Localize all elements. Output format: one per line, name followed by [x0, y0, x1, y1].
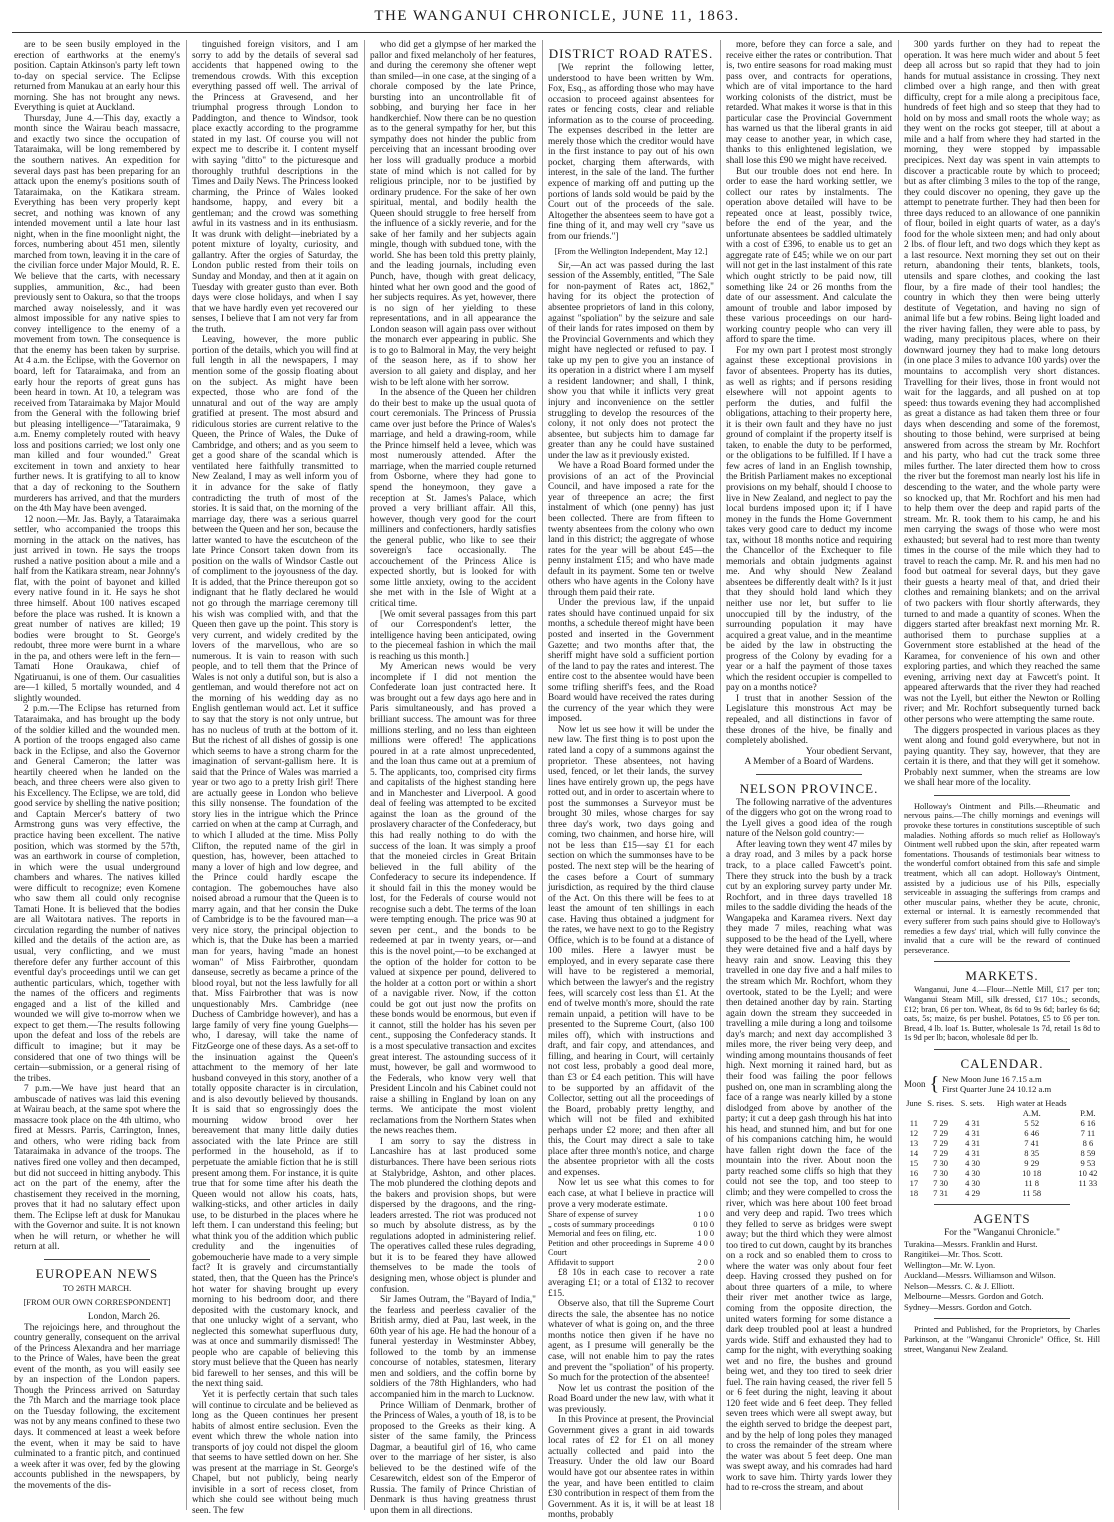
paragraph: £8 10s in each case to recover a rate averaging £1; or a total of £132 to recover £15.: [548, 1267, 714, 1299]
cost-estimate-label: Share of expense of survey: [548, 1210, 638, 1220]
tide-cell: 8 35: [1024, 1147, 1040, 1158]
paragraph: Sir,—An act was passed during the last session of the Assembly, entitled, "The Sale for non-payment of Rates act, 1862," having for its object the protection of absentee proprietors of land in this colony, against "spoliation" by the seizure and sale of their lands for rates imposed on them by the Provincial Governments and which they might have neglected or refused to pay. I take up my pen to give you an instance of its operation in a district where I am myself a resident landowner; and shall, I think, show you that while it inflicts very great injury and inconvenience on the settler struggling to develop the resources of the colony, it not only does not protect the absentee, but subjects him to damage far greater than any he could have sustained under the law as it previously existed.: [548, 260, 714, 461]
tide-row: [904, 1188, 1100, 1198]
column-3: [370, 40, 536, 1517]
tide-cell: 10 18: [1022, 1167, 1042, 1178]
masthead-rule: [12, 32, 1102, 33]
column-divider: [542, 40, 543, 1510]
section-rule: [756, 774, 862, 775]
tide-cell: 6 46: [1024, 1127, 1040, 1138]
source-note: [From the Wellington Independent, May 12.]: [554, 246, 708, 257]
paragraph: Leaving, however, the more public portion of the details, which you will find at full length in all the newspapers, I may mention some of the gossip floating about on the subject. As might have been expected, those who are fond of the unnatural and out of the way are amply gratified at present. The most absurd and ridiculous stories are current relative to the Queen, the Prince of Wales, the Duke of Cambridge, and others; and as you seem to get a good share of the scandal which is ventilated here faithfully transmitted to New Zealand, I may as well inform you of it in advance for the sake of flatly contradicting the truth of most of the stories. It is said that, on the morning of the marriage day, there was a serious quarrel between the Queen and her son, because the latter wanted to have the escutcheon of the late Prince Consort taken down from its position on the walls of Windsor Castle out of compliment to the joyousness of the day. It is added, that the Prince thereupon got so indignant that he flatly declared he would not go through the marriage ceremony till his wish was complied with, and that the Queen then gave up the point. This story is very current, and widely credited by the lovers of the marvellous, who are so numerous. It is vain to reason with such people, and to tell them that the Prince of Wales is not only a dutiful son, but is also a gentleman, and would therefore not act on the morning of his wedding day as no English gentleman would act. Let it suffice to say that the story is not only untrue, but has no nucleus of truth at the bottom of it. But the richest of all dishes of gossip is one which seems to have a strong charm for the imagination of servant-gallism here. It is said that the Prince of Wales was married a year or two ago to a pretty Irish girl! There are actually geese in London who believe this silly nonsense. The foundation of the story lies in the intrigue which the Prince carried on when at the camp at Curragh, and to which I alluded at the time. Miss Polly Clifton, the reputed name of the girl in question, has, however, been attached to many a lover of high and low degree, and the Prince could hardly escape the contagion. The gobemouches have also noised abroad a rumour that the Queen is to marry again, and that her consin the Duke of Cambridge is to be the favoured man—a very nice story, the principal objection to which is, that the Duke has been a married man for years, having "made an honest woman" of Miss Fairbrother, quondam danseuse, secretly as became a prince of the blood royal, but not the less lawfully for all that. Miss Fairbrother that was is now unquestionably Mrs. Cambridge (nee Duchess of Cambridge however), and has a large family of very fine young Guelphs—who, I daresay, will take the name of FitzGeorge one of these days. As a set-off to the insinuation against the Queen's attachment to the memory of her late husband conveyed in this story, another of a totally opposite character is in circulation, and is also devoutly believed by thousands. It is said that so engrossingly does the mourning widow brood over her bereavement that many little daily duties associated with the late Prince are still performed in the household, as if to perpetuate the amiable fiction that he is still present among them. For instance, it is quite true that for some time after his death the Queen would not allow his coats, hats, walking-sticks, and other articles in daily use, to be disturbed in the places where he left them. I can understand this feeling; but what think you of the addition which public credulity and the ingenuities of gobemoucherie have made to a very simple fact? It is gravely and circumstantially stated, then, that the Queen has the Prince's hot water for shaving brought up every morning to his bedroom door, and there deposited with the customary knock, and that one unlucky wight of a servant, who neglected this somewhat superfluous duty, was at once and summarily dismissed! The people who are capable of believing this story must believe that the Queen has nearly bid farewell to her senses, and this will be the next thing said.: [192, 335, 358, 1390]
tide-cell: 4 30: [965, 1167, 981, 1178]
tide-row: [904, 1178, 1100, 1188]
signature-name: A Member of a Board of Wardens.: [744, 757, 874, 768]
tide-column-header: S. rises.: [927, 1097, 954, 1108]
paragraph: But our trouble does not end here. In order to ease the hard working settler, we collect our rates by instalments. The operation above detailed will have to be repeated once at least, possibly twice, before the end of the year, and the unfortunate absentees be saddled ultimately with a cost of £396, to enable us to get an aggregate rate of £45; while we on our part will not get in the last instalment of this rate which ought strictly to be paid now, till something like 24 or 26 months from the date of our assessment. And calculate the amount of trouble and labor imposed by these various proceedings on our hard-working country people who can very ill afford to spare the time.: [726, 166, 892, 346]
tide-cell: 4 29: [965, 1187, 981, 1198]
tide-cell: 13: [909, 1137, 919, 1148]
masthead: [0, 8, 1114, 30]
tide-cell: 4 30: [965, 1157, 981, 1168]
markets-heading: MARKETS.: [965, 968, 1039, 984]
tide-cell: 10 42: [1078, 1167, 1098, 1178]
paragraph: The rejoicings here, and throughout the country generally, consequent on the arrival of the Princess Alexandra and her marriage to the Prince of Wales, have been the great event of the month, as you will easily see by an inspection of the London papers. Though the Princess arrived on Saturday the 7th March and the marriage took place on the Tuesday following, the excitement was not by any means confined to these two days. It commenced at least a week before the event, when it may be said to have culminated to a frantic pitch, and continued a week after it was over, fed by the glowing accounts published in the newspapers, by the movements of the dis-: [14, 1322, 180, 1491]
paragraph: I trust that in another Session of the Legislature this monstrous Act may be repealed, and all distinctions in favor of these drones of the hive, be finally and completely abolished.: [726, 693, 892, 747]
paragraph: [We omit several passages from this part of our Correspondent's letter, the intelligence having been anticipated, owing to the piecemeal fashion in which the mail is reaching us this month.]: [370, 609, 536, 662]
tide-cell: 7 29: [933, 1117, 949, 1128]
agent-entry: Turakina—Messrs. Franklin and Hurst.: [904, 1238, 1038, 1249]
section-heading: EUROPEAN NEWS: [35, 1265, 159, 1281]
section-heading: NELSON PROVINCE.: [739, 780, 879, 796]
tide-cell: 5 52: [1024, 1117, 1040, 1128]
tide-cell: 4 31: [965, 1147, 981, 1158]
cost-estimate-amount: 1 0 0: [697, 1210, 714, 1220]
paragraph: tinguished foreign visitors, and I am sorry to add by the details of several sad accidents that happened owing to the tremendous crowds. With this exception everything passed off well. The arrival of the Princess at Gravesend, and her triumphal progress through London to Paddington, and thence to Windsor, took place exactly according to the programme stated in my last. Of course you will not expect me to describe it. I content myself with saying "ditto" to the picturesque and thoroughly truthful descriptions in the Times and Daily News. The Princess looked charming, the Prince of Wales looked handsome, happy, and every bit a gentleman; and the crowd was something awful in its vastness and in its enthusiasm. It was drunk with delight—inebriated by a potent mixture of loyalty, curiosity, and gallantry. After the orgies of Saturday, the London public rested from their toils on Sunday and Monday, and then at it again on Tuesday with greater gusto than ever. Both days were close holidays, and when I say that we have hardly even yet recovered our senses, I believe that I am not very far from the truth.: [192, 40, 358, 335]
agent-entry: Rangitikei—Mr. Thos. Scott.: [904, 1249, 1003, 1260]
moon-phase-list: [942, 1074, 1051, 1095]
paragraph: Yet it is perfectly certain that such tales will continue to circulate and be believed as long as the Queen continues her present habits of almost entire seclusion. Even the event which threw the whole nation into transports of joy could not dispel the gloom that seems to have settled down on her. She was present at the marriage in St. George's Chapel, but not publicly, being nearly invisible in a sort of recess closet, from which she could see without being much seen. The few: [192, 1390, 358, 1517]
column-6: [904, 40, 1100, 1510]
tide-cell: 8 6: [1082, 1137, 1094, 1148]
tide-table-header: [904, 1098, 1100, 1108]
tide-table: [904, 1098, 1100, 1198]
column-2: [192, 40, 358, 1517]
cost-estimate-label: Affidavit to support: [548, 1258, 614, 1268]
tide-table-body: [904, 1118, 1100, 1198]
tide-cell: 11 33: [1078, 1177, 1098, 1188]
moon-phase: First Quarter June 24 10.12 a.m: [942, 1084, 1052, 1095]
tide-cell: 4 31: [965, 1127, 981, 1138]
tide-cell: 4 31: [965, 1117, 981, 1128]
cost-estimate-amount: 1 0 0: [697, 1229, 714, 1239]
paragraph: Under the previous law, if the unpaid rates should have continued unpaid for six months, a schedule thereof might have been posted and inserted in the Government Gazette; and two months after that, the sheriff might have sold a sufficient portion of the land to pay the rates and interest. The entire cost to the absentee would have been some trifling sheriff's fees, and the Road Board would have received the rates during the currency of the year which they were imposed.: [548, 598, 714, 725]
tide-cell: 11 8: [1024, 1177, 1039, 1188]
paragraph: I am sorry to say the distress in Lancashire has at last produced some disturbances. There have been serious riots at Stalybridge, Ashton, and other places. The mob plundered the clothing depots and the bakers and provision shops, but were dispersed by the dragoons, and the ring-leaders arrested. The riot was produced not so much by absolute distress, as by the regulations adopted in administering relief. The operatives called these rules degrading, but it is to be feared they have allowed themselves to be made the tools of designing men, whose object is plunder and confusion.: [370, 1136, 536, 1295]
paragraph: Now let us see how it will be under the new law. The first thing is to post upon the rated land a copy of a summons against the proprietor. These absentees, not having used, fenced, or let their lands, the survey lines have entirely grown up, the pegs have rotted out, and in order to ascertain where to post the summonses a Surveyor must be brought 30 miles, whose charges for say three day's work, two days going and coming, two chainmen, and horse hire, will not be less than £15—say £1 for each section on which the summonses have to be posted. The next step will be the hearing of the cases before a Court of summary jurisdiction, as required by the third clause of the Act. On this there will be fees to at least the amount of ten shillings in each case. Having thus obtained a judgment for the rates, we have next to go to the Registry Office, which is to be found at a distance of 100 miles. Here a lawyer must be employed, and in every separate case there will have to be registered a memorial, which between the lawyer's and the registry fees, will scarcely cost less than £1. At the end of twelve month's more, should the rate remain unpaid, a petition will have to be presented to the Supreme Court, (also 100 miles off), which with instructions and draft, and fair copy, and attendances, and filling, and hearing in Court, will certainly not cost less, probably a good deal more, than £3 or £4 each petition. This will have to be supported by an affidavit of the Collector, setting out all the proceedings of the Board, probably pretty lengthy, and which will not be filed and exhibited perhaps under £2 more; and then after all this, the Court may direct a sale to take place after three month's notice, and charge the absentee proprietor with all the costs and expenses.: [548, 724, 714, 1178]
agent-entry: Wellington—Mr. W. Lyon.: [904, 1259, 996, 1270]
cost-estimate-label: Petition and other proceedings in Supreme Court: [548, 1238, 694, 1258]
cost-estimate-amount: 0 10 0: [693, 1219, 714, 1229]
moon-label: Moon: [904, 1079, 926, 1090]
paragraph: more, before they can force a sale, and receive either the rates or contribution. That is, two entire seasons for road making must pass over, and contracts for operations, which are of vital importance to the hard working colonists of the district, must be retarded. What makes it worse is that in this particular case the Provincial Government has warned us that the liberal grants in aid may cease to another year, in which case, thanks to this enlightened legislation, we shall lose this £90 we might have received.: [726, 40, 892, 167]
paragraph: Now let us see what this comes to for each case, at what I believe in practice will prove a very moderate estimate.: [548, 1178, 714, 1210]
paragraph: The diggers prospected in various places as they went along and found gold everywhere, but not in paying quantity. They say, however, that they are certain it is there, and that they will get it somehow. Probably next summer, when the streams are low we shall hear more of the locality.: [904, 725, 1100, 789]
column-divider: [186, 40, 187, 1510]
tide-cell: 15: [909, 1157, 919, 1168]
masthead-title: THE WANGANUI CHRONICLE, JUNE 11, 1863.: [374, 8, 740, 24]
section-rule: [934, 795, 1070, 796]
agent-entry: Nelson—Messrs. C. & J. Elliott.: [904, 1280, 1015, 1291]
column-1: [14, 40, 180, 1510]
paragraph: In the absence of the Queen her children do their best to make up the usual quota of court ceremonials. The Princess of Prussia came over just before the Prince of Wales's marriage, and held a drawing-room, while the Prince himself held a levee, which was most numerously attended. After the marriage, when the married couple returned from Osborne, where they had gone to spend the honeymoon, they gave a reception at St. James's Palace, which proved a very brilliant affair. All this, however, though very good for the court milliners and confectioners, hardly satisfies the general public, who like to see their sovereign's face occasionally. The accouchement of the Princess Alice is expected shortly, but is looked for with some little anxiety, owing to the accident she met with in the Isle of Wight at a critical time.: [370, 388, 536, 609]
tide-cell: 7 31: [933, 1187, 949, 1198]
tide-column-header: June: [906, 1097, 922, 1108]
tide-cell: 14: [909, 1147, 919, 1158]
paragraph: are to be seen busily employed in the erection of earthworks at the enemy's position. Captain Atkinson's party left town to-day on special service. The Eclipse returned from Manukau at an early hour this morning. She has not brought any news. Everything is quiet at Auckland.: [14, 40, 180, 114]
column-divider: [898, 40, 899, 1510]
calendar-heading: CALENDAR.: [960, 1055, 1044, 1071]
paragraph: Observe also, that till the Supreme Court directs the sale, the absentee has no notice whatever of what is going on, and the three months notice then given if he have no agent, as I presume will generally be the case, will not enable him to pay the rates and prevent the "spoliation" of his property. So much for the protection of the absentee!: [548, 1299, 714, 1384]
agents-list: [904, 1239, 1100, 1313]
column-divider: [720, 40, 721, 1510]
tide-cell: 4 31: [965, 1137, 981, 1148]
tide-row: [904, 1128, 1100, 1138]
paragraph: Prince William of Denmark, brother of the Princess of Wales, a youth of 18, is to be proposed to the Greeks as their king. A sister of the same family, the Princess Dagmar, a beautiful girl of 16, who came over to the marriage of her sister, is also believed to be the destined wife of the Cesarewitch, eldest son of the Emperor of Russia. The family of Prince Christian of Denmark is thus having greatness thrust upon them in all directions.: [370, 1400, 536, 1517]
section-rule: [934, 1049, 1070, 1050]
imprint: Printed and Published, for the Proprietors, by Charles Parkinson, at the "Wanganui Chronicle" Office, St. Hill street, Wanganui New Zealand.: [904, 1325, 1100, 1354]
markets-report: Wanganui, June 4.—Flour—Nettle Mill, £17 per ton; Wanganui Steam Mill, silk dressed, £17 10s.; seconds, £12; bran, £6 per ton. Wheat, 8s 6d to 9s 6d; barley 6s 6d; oats, 5s; maize, 6s per bushel. Potatoes, £5 to £6 per ton. Bread, 4 lb. loaf 1s. Butter, wholesale 1s 7d, retail 1s 8d to 1s 9d per lb; bacon, wholesale 8d per lb.: [904, 985, 1100, 1043]
paragraph: For my own part I protest most strongly against these exceptional provisions in favor of absentees. Property has its duties, as well as rights; and if persons residing elsewhere will not appoint agents to perform the duties, and fulfil the obligations, attaching to their property here, it is their own fault and they have no just ground of complaint if the property itself is taken, to enable the duty to be performed, or the obligations to be fulfilled. If I have a few acres of land in an English township, the British Parliament makes no exceptional provisions on my behalf, should I choose to live in New Zealand, and neglect to pay the local burdens imposed upon it; if I have money in the funds the Home Government takes very good care to deduct my income tax, without 18 months notice and requiring the Chancellor of the Exchequer to file memorials and obtain judgments against me. And why should New Zealand absentees be differently dealt with? Is it just that they should hold land which they neither use nor let, but suffer to lie unoccupied till by the industry, of the surrounding population it may have acquired a great value, and in the meantime be aided by the law in obstructing the progress of the Colony by evading for a year or a half the payment of those taxes which the resident occupier is compelled to pay on a months notice?: [726, 345, 892, 694]
tide-column-header: S. sets.: [960, 1097, 985, 1108]
tide-cell: 7 30: [933, 1167, 949, 1178]
tide-cell: 7 29: [933, 1147, 949, 1158]
tide-column-subheader: A.M.: [1022, 1107, 1041, 1118]
cost-estimate-row: [548, 1239, 714, 1258]
section-rule: [934, 1204, 1070, 1205]
tide-cell: 11 58: [1022, 1187, 1042, 1198]
tide-cell: 17: [909, 1177, 919, 1188]
agent-entry: Sydney—Messrs. Gordon and Gotch.: [904, 1301, 1032, 1312]
paragraph: [We reprint the following letter, understood to have been written by Wm. Fox, Esq., as affording those who may have occasion to proceed against absentees for rates or fencing costs, clear and reliable information as to the course of proceeding. The expenses described in the letter are merely those which the creditor would have in the first instance to pay out of his own pocket, charging them afterwards, with interest, in the sale of the land. The further expence of marking off and putting up the portions of lands sold would be paid by the Court out of the proceeds of the sale. Altogether the absentees seem to have got a fine thing of it, and may well cry "save us from our friends."]: [548, 63, 714, 242]
column-5: [726, 40, 892, 1510]
cost-estimate-list: [548, 1210, 714, 1268]
tide-table-subheader: [904, 1108, 1100, 1118]
tide-cell: 9 53: [1080, 1157, 1096, 1168]
brace-glyph: {: [929, 1073, 940, 1096]
paragraph: My American news would be very incomplete if I did not mention the Confederate loan just contracted here. It was brought out a few days ago here and in Paris simultaneously, and has proved a brilliant success. The amount was for three millions sterling, and no less than eighteen millions were offered! The applications poured in at a rate almost unprecedented, and the loan thus came out at a premium of 5. The applicants, too, comprised city firms and capitalists of the highest standing here and in Manchester and Liverpool. A good deal of feeling was attempted to be excited against the loan as the ground of the proslavery character of the Confederacy, but this had really nothing to do with the success of the loan. It was simply a proof that the moneied circles in Great Britain believed in the full ability of the Confederacy to secure its independence. If it should fail in this the money would be lost, for the Federals of course would not recognise such a debt. The terms of the loan were tempting enough. The price was 90 at seven per cent., and the bonds to be redeemed at par in twenty years, or—and this is the novel point,—to be exchanged at the option of the holder for cotton to be valued at sixpence per pound, delivered to the holder at a cotton port or within a short of a navigable river. Now, if the cotton could be got out just now the profits on these bonds would be enormous, but even if it cannot, still the holder has his seven per cent., supposing the Confederacy stands. It is a most speculative transaction and excites great interest. The astounding success of it must, however, be gall and wormwood to the Federals, who know very well that President Lincoln and his Cabinet could not raise a shilling in England by loan on any terms. We anticipate the most violent reclamations from the Northern States when the news reaches them.: [370, 662, 536, 1137]
tide-column-subheader: P.M.: [1080, 1107, 1096, 1118]
tide-cell: 12: [909, 1127, 919, 1138]
tide-row: [904, 1168, 1100, 1178]
signature-line: Your obedient Servant,: [806, 746, 892, 757]
paragraph: who did get a glympse of her marked the pallor and fixed melancholy of her features, and during the ceremony she oftener wept than smiled—in one case, at the singing of a chorale composed by the late Prince, bursting into an uncontrollable fit of sobbing, and burying her face in her handkerchief. Now there can be no question as to the general sympathy for her, but this sympathy does not hinder the public from perceiving that an incessant brooding over her loss will gradually produce a morbid state of mind which is not called for by religious principle, nor to be justified by ordinary prudence. For the sake of her own spiritual, mental, and bodily health the Queen should struggle to free herself from the influence of a sickly reverie, and for the sake of her family and her subjects again mingle, though with subdued tone, with the world. She has been told this pretty plainly, and the leading journals, including even Punch, have, though with great delicacy, hinted what her own good and the good of her subjects requires. As yet, however, there is no sign of her yielding to these representations, and in all appearance the London season will again pass over without the monarch ever appearing in public. She is to go to Balmoral in May, the very height of the season here, as if to show her aversion to all gaiety and display, and her wish to be left alone with her sorrow.: [370, 40, 536, 388]
paragraph: 300 yards further on they had to repeat the operation. It was here much wider and about 5 feet deep all across but so rapid that they had to join hands for mutual assistance in crossing. They next climbed over a high range, and then with great difficulty, crept for a mile along a precipitous face, hundreds of feet high and so steep that they had to hold on by moss and small roots the whole way; as they went on the rocks got steeper, till at about a mile and a half from where they had started in the morning, they were stopped by impassable precipices. Next day was spent in vain attempts to discover a practicable route by which to proceed; but as after climbing 3 miles to the top of the range, they could discover no opening, they gave up the attempt to penetrate further. They had then been for three days reduced to an allowance of one pannikin of flour, boiled in eight quarts of water, as a day's food for the whole sixteen men; and had only about 2 lbs. of flour left, and two dogs which they kept as a last resource. Next morning they set out on their return, abandoning their tents, blankets, tools, utensils and spare clothes, and cooking the last flour, by a fire made of their tool handles; the country in which they then were being utterly destitute of Vegetation, and having no sign of animal life but a few robins. Being light loaded and the river having fallen, they were able to pass, by wading, many precipitous places, where on their downward journey they had to make long detours (in one place 3 miles to advance 100 yards) over the mountains to accomplish very short distances. Travelling for their lives, those in front would not wait for the laggards, and all pushed on at top speed: thus towards evening they had accomplished as great a distance as had taken them three or four days when descending and some of the foremost, shouting to those behind, were surprised at being answered from across the stream by Mr. Rochfort and his party, who had cut the track some three miles further. The later directed them how to cross the river but the foremost man nearly lost his life in descending to the water, and the whole party were so knocked up, that Mr. Rochfort and his men had to help them over the deep and rapid parts of the stream. Mr. R. took them to his camp, he and his men carrying the swags of those who were most exhausted; but several had to rest more than twenty times in the course of the mile which they had to travel to reach the camp. Mr. R. and his men had no food but oatmeal for several days, but they gave their guests a hearty meal of that, and dried their clothes and remaining blankets; and on the arrival of two packers with flour shortly afterwards, they turned to and made a quantity of scones. When the diggers started after breakfast next morning Mr. R. authorised them to purchase supplies at a Government store established at the head of the Karamea, for convenience of his own and other exploring parties, and which they reached the same evening, arriving next day at Fawcett's point. It appeared afterwards that the river they had reached was not the Lyell, but either the Newton or Rolling river; and Mr. Rochfort subsequently turned back other persons who were attempting the same route.: [904, 40, 1100, 725]
tide-cell: 4 30: [965, 1177, 981, 1188]
paragraph: 7 p.m.—We have just heard that an ambuscade of natives was laid this evening at Wairau beach, at the same spot where the massacre took place on the 4th ultimo, who fired at Messrs. Parris, Carrington, Innes, and others, who were riding back from Tataraimaka in advance of the troops. The natives fired one volley and then decamped, but did not succeed in hitting anybody. This act on the part of the enemy, after the chastisement they received in the morning, proves that it had no salutary effect upon them. The Eclipse left at dusk for Manukau with the Governor and suite. It is not known when he will return, or whether he will return at all.: [14, 1084, 180, 1253]
tide-cell: 8 59: [1080, 1147, 1096, 1158]
cost-estimate-label: „ costs of summary proceedings: [548, 1219, 655, 1229]
tide-cell: 11: [909, 1117, 918, 1128]
section-subheading: TO 26TH MARCH.: [62, 1282, 132, 1293]
cost-estimate-amount: 4 0 0: [697, 1238, 714, 1248]
tide-row: [904, 1118, 1100, 1128]
tide-cell: 18: [909, 1187, 919, 1198]
tide-column-header: High water at Heads: [996, 1097, 1067, 1108]
tide-row: [904, 1138, 1100, 1148]
tide-cell: 7 29: [933, 1127, 949, 1138]
cost-estimate-row: [548, 1258, 714, 1268]
moon-phase: New Moon June 16 7.15 a.m: [942, 1073, 1042, 1084]
paragraph: The following narrative of the adventures of the diggers who got on the wrong road to the Lyell gives a good idea of the rough nature of the Nelson gold country:—: [726, 797, 892, 840]
tide-column-subheader: [904, 1108, 924, 1118]
paragraph: We have a Road Board formed under the provisions of an act of the Provincial Council, and have imposed a rate for the year of threepence an acre; the first instalment of which (one penny) has just been collected. There are from fifteen to twenty absentees from the colony who own land in this district; the aggregate of whose rates for the year will be about £45—the penny instalment £15; and who have made default in its payment. Some ten or twelve others who have agents in the Colony have through them paid their rate.: [548, 461, 714, 598]
paragraph: 2 p.m.—The Eclipse has returned from Tataraimaka, and has brought up the body of the soldier killed and the wounded men. A portion of the troops engaged also came back in the Eclipse, and also the Governor and General Cameron; the latter was heartily cheered when he landed on the beach, and three cheers were also given to his Excellency. The Eclipse, we are told, did good service by shelling the native position; and Captain Mercer's battery of two Armstrong guns was very effective, the practice having been excellent. The native position, which was stormed by the 57th, was an earthwork in course of completion, in which were the usual underground chambers and whares. The natives killed were difficult to recognize; even Komene who saw them all could only recognise Tamati Hone. It is believed that the bodies are all Waitotara natives. The reports in circulation regarding the number of natives killed and the details of the action are, as usual, very conflicting, and we must therefore defer any further account of this eventful day's proceedings until we can get authentic particulars, which, together with the names of the officers and regiments engaged and a list of the killed and wounded we will give to-morrow when we expect to get them.—The results following upon the defeat and loss of the rebels are difficult to imagine; but it may be considered that one of two things will be certain—submission, or a general rising of the tribes.: [14, 704, 180, 1084]
advertisement: Holloway's Ointment and Pills.—Rheumatic and nervous pains.—The chilly mornings and evenings will provoke these tortures in constitutions susceptible of such maladies. Nothing affords so much relief as Holloway's Ointment well rubbed upon the skin, after repeated warm fomentations. Thousands of testimonials bear witness to the wonderful comfort obtained from this safe and simple treatment, which all can adopt. Holloway's Ointment, assisted by a judicious use of his Pills, especially serviceable in assuaging the sufferings from cramps and other muscular pains, whether they be acute, chronic, external or internal. It is earnestly recommended that every sufferer from such pains should give to Holloway's remedies a few days' trial, which will fully convince the invalid that a cure will be the reward of continued perseverance.: [904, 801, 1100, 955]
section-rule: [44, 1259, 150, 1260]
column-divider: [364, 40, 365, 1510]
tide-cell: 7 29: [933, 1137, 949, 1148]
cost-estimate-row: [548, 1210, 714, 1220]
tide-cell: [1076, 1188, 1100, 1198]
tide-column-subheader: [957, 1108, 987, 1118]
paragraph: Sir James Outram, the "Bayard of India," the fearless and peerless cavalier of the British army, died at Pau, last week, in the 60th year of his age. He had the honour of a funeral yesterday in Westminster Abbey, followed to the tomb by an immense concourse of notables, statesmen, literary men and soldiers, and the coffin borne by soldiers of the 78th Highlanders, who had accompanied him in the march to Lucknow.: [370, 1295, 536, 1400]
cost-estimate-row: [548, 1220, 714, 1230]
agents-subheading: For the "Wanganui Chronicle.": [944, 1227, 1060, 1238]
tide-cell: 16: [909, 1167, 919, 1178]
agent-entry: Melbourne—Messrs. Gordon and Gotch.: [904, 1291, 1044, 1302]
cost-estimate-row: [548, 1229, 714, 1239]
tide-row: [904, 1158, 1100, 1168]
tide-column-subheader: [924, 1108, 958, 1118]
paragraph: Thursday, June 4.—This day, exactly a month since the Wairau beach massacre, and exactly two since the occupation of Tataraimaka, will be long remembered by the southern natives. An expedition for several days past has been preparing for an attack upon the enemy's positions south of Tataraimaka, on the Katikara stream. Everything has been very properly kept secret, and nothing was known of any intended movement until a late hour last night, when in the fine moonlight night, the forces, numbering about 451 men, silently marched from town, leaving it in the care of the civilian force under Major Mould, R. E. We believe that the carts, with necessary supplies, ammunition, &c., had been previously sent to Oakura, so that the troops marched away noiselessly, and it was almost impossible for any native spies to convey intelligence to the enemy of a movement from town. The consequence is that the enemy has been taken by surprise. At 4 a.m. the Eclipse, with the Governor on board, left for Tataraimaka, and from an early hour the reports of great guns has been heard in town. At 10, a telegram was received from Tataraimaka by Major Mould from the General with the following brief but pleasing intelligence—"Tataraimaka, 9 a.m. Enemy completely routed with heavy loss and positions carried; we lost only one man killed and four wounded." Great excitement in town and anxiety to hear further news. It is gratifying to all to know that a day of reckoning to the Southern murderers has arrived, and that the murders on the 4th May have been avenged.: [14, 113, 180, 515]
tide-cell: 7 11: [1080, 1127, 1096, 1138]
agents-heading: AGENTS: [973, 1210, 1031, 1226]
agent-entry: Auckland—Messrs. Williamson and Wilson.: [904, 1270, 1056, 1281]
tide-cell: 7 30: [933, 1157, 949, 1168]
column-4: [548, 40, 714, 1521]
tide-cell: 6 16: [1080, 1117, 1096, 1128]
tide-cell: 7 30: [933, 1177, 949, 1188]
cost-estimate-label: Memorial and fees on filing, etc.: [548, 1229, 657, 1239]
tide-cell: 9 29: [1024, 1157, 1040, 1168]
paragraph: Now let us contrast the position of the Road Board under the new law, with what it was previously.: [548, 1383, 714, 1415]
correspondent-note: [FROM OUR OWN CORRESPONDENT]: [23, 1297, 171, 1308]
moon-phases: [904, 1074, 1100, 1095]
section-rule: [934, 961, 1070, 962]
section-heading: DISTRICT ROAD RATES.: [548, 46, 714, 61]
paragraph: In this Province at present, the Provincial Government gives a grant in aid towards local rates of £2 for £1 on all money actually collected and paid into the Treasury. Under the old law our Board would have got our absentee rates in within the year, and have been entitled to claim £30 contribution in respect of them from the Government. As it is, it will be at least 18 months, probably: [548, 1415, 714, 1521]
cost-estimate-amount: 2 0 0: [697, 1258, 714, 1268]
section-rule: [934, 1318, 1070, 1319]
tide-column-header: [1076, 1098, 1100, 1108]
tide-cell: 7 41: [1024, 1137, 1040, 1148]
tide-row: [904, 1148, 1100, 1158]
paragraph: 12 noon.—Mr. Jas. Bayly, a Tataraimaka settler, who accompanied the troops this morning in the attack on the natives, has just arrived in town. He says the troops rushed a native position about a mile and a half from the Katikara stream, near Johnny's flat, with the point of bayonet and killed every native found in it. He says he shot three himself. About 100 natives escaped before the place was rushed. It is known a great number of natives are killed; 19 bodies were brought to St. George's redoubt, three more were burnt in a whare in the pa, and others were left in the fern—Tamati Hone Oraukawa, chief of Ngatiruanui, is one of them. Our casualities are—1 killed, 5 mortally wounded, and 4 slightly wounded.: [14, 514, 180, 704]
dateline: London, March 26.: [87, 1311, 160, 1322]
paragraph: After leaving town they went 47 miles by a dray road, and 3 miles by a pack horse track, to a place called Fawcett's point. There they struck into the bush by a track cut by an exploring survey party under Mr. Rochfort, and in three days travelled 18 miles to the saddle dividing the heads of the Wangapeka and Karamea rivers. Next day they made 7 miles, reaching what was supposed to be the head of the Lyell, where they were detained five and a half days by heavy rain and snow. Leaving this they travelled in one day five and a half miles to the stream which Mr. Rochfort, whom they overtook, stated to be the Lyell; and were then detained another day by rain. Starting again down the stream they succeeded in travelling a mile during a long and toilsome day's march; and next day accomplished 3 miles more, the river being very deep, and winding among mountains thousands of feet high. Next morning it rained hard, but as their food was failing the poor fellows pushed on, one man in scrambling along the face of a range was nearly killed by a stone dislodged from above by another of the party; it cut a deep gash through his hat into his head, and stunned him, and but for one of his companions catching him, he would have fallen right down the face of the mountain into the river. About noon the party reached some cliffs so high that they could not see the top, and too steep to climb; and they were compelled to cross the river, which was here about 100 feet broad and very deep and rapid. Two trees which they felled to serve as bridges were swept away; but the third which they were almost too tired to cut down, caught by its branches on a rock and so enabled them to cross to where the water was only about four feet deep. Having crossed they pushed on for about three quarters of a mile, to where their river met another twice as large, coming from the opposite direction, the united waters forming for some distance a dark deep troubled pool at least a hundred yards wide. Stiff and exhausted they had to camp for the night, with everything soaking wet and no fire, the bushes and ground being wet, and they too tired to seek drier fuel. The rain having ceased, the river fell 5 or 6 feet during the night, leaving it about 120 feet wide and 6 feet deep. They felled seven trees which were all swept away, but the eighth served to bridge the deepest part, and by the help of long poles they managed to cross the remainder of the stream where the water was about 5 feet deep. One man was swept away, and his comrades had hard work to save him. Thirty yards lower they had to re-cross the stream, and about: [726, 839, 892, 1494]
